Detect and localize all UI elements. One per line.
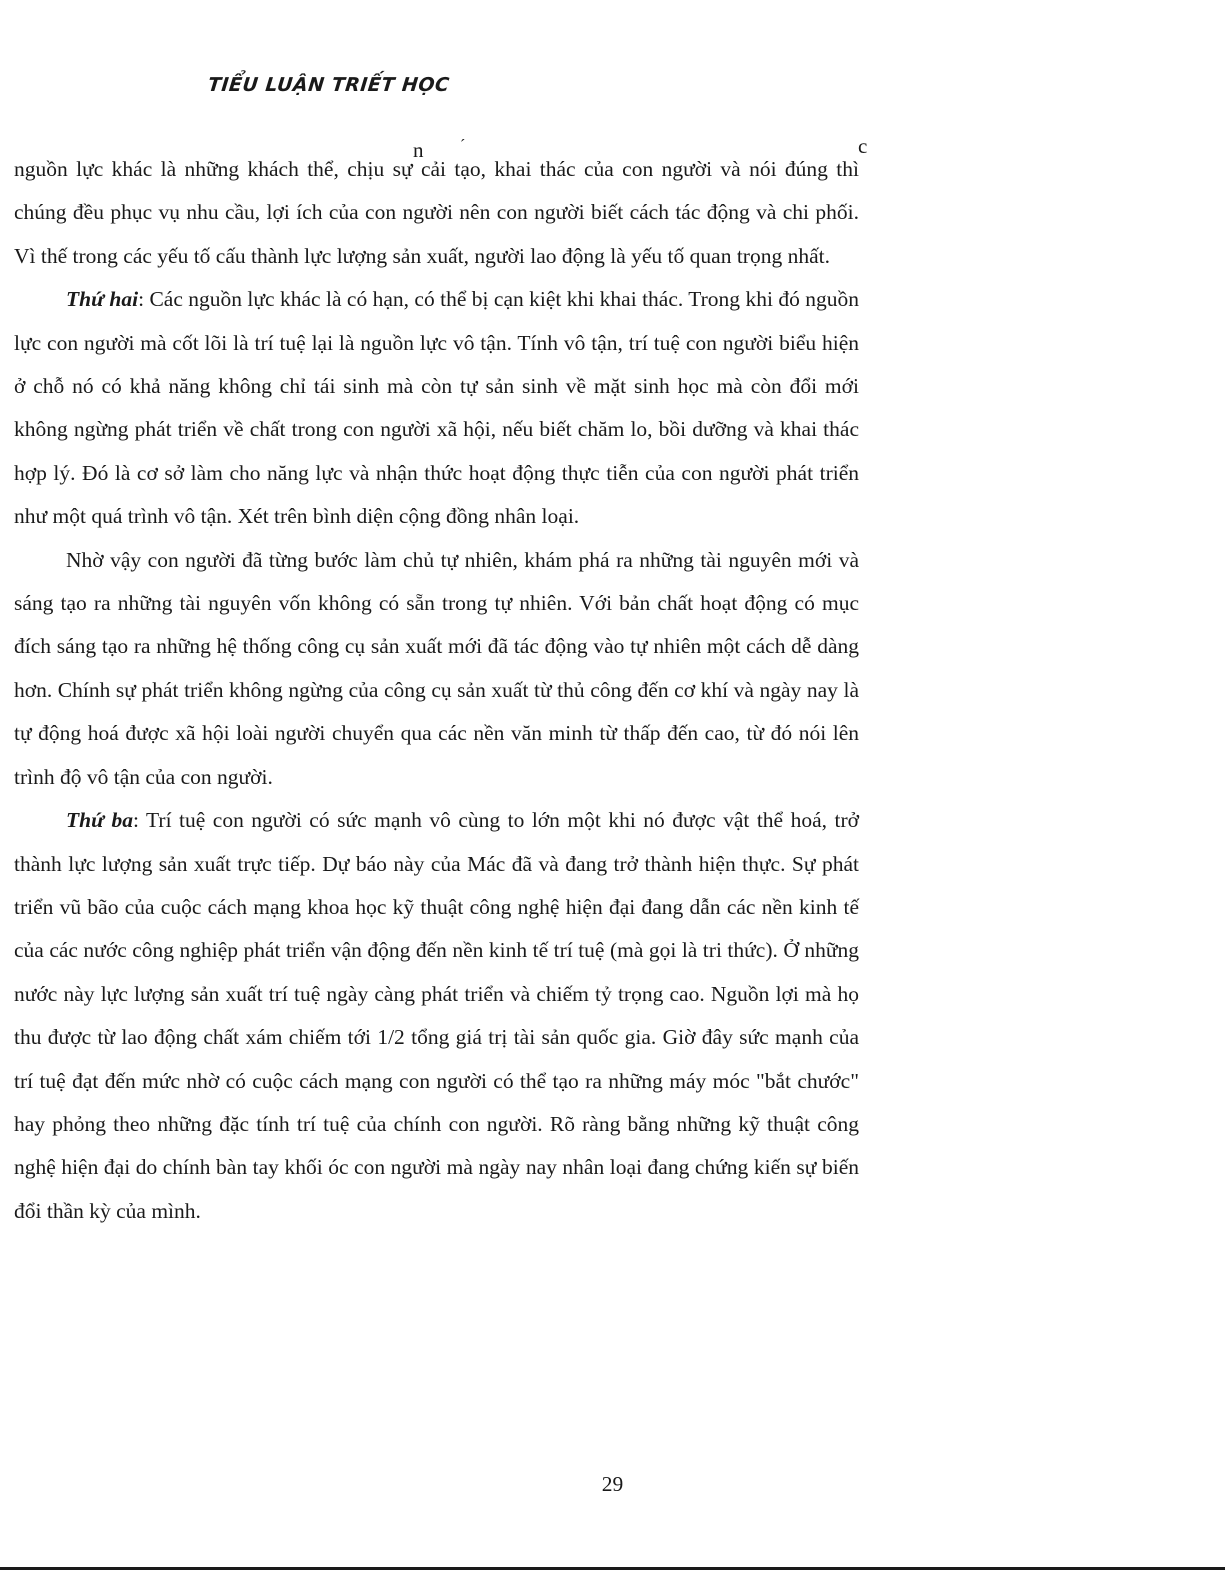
paragraph-4-lead: Thứ ba [66,808,133,833]
paragraph-3-text: Nhờ vậy con người đã từng bước làm chủ tự nhiên, khám phá ra những tài nguyên mới và sáng tạo ra những tài nguyên vốn không có sẵn trong tự nhiên. Với bản chất hoạt động có mục đích sáng tạo ra những hệ thống công cụ sản xuất mới đã tác động vào tự nhiên một cách dễ dàng hơn. Chính sự phát triển không ngừng của công cụ sản xuất từ thủ công đến cơ khí và ngày nay là tự động hoá được xã hội loài người chuyển qua các nền văn minh từ thấp đến cao, từ đó nói lên trình độ vô tận của con người. [14,547,859,789]
paragraph-1 [14,148,859,278]
paragraph-2 [14,278,859,538]
paragraph-2-text: : Các nguồn lực khác là có hạn, có thể bị cạn kiệt khi khai thác. Trong khi đó nguồn lực con người mà cốt lõi là trí tuệ lại là nguồn lực vô tận. Tính vô tận, trí tuệ con người biểu hiện ở chỗ nó có khả năng không chỉ tái sinh mà còn tự sản sinh về mặt sinh học mà còn đổi mới không ngừng phát triển về chất trong con người xã hội, nếu biết chăm lo, bồi dưỡng và khai thác hợp lý. Đó là cơ sở làm cho năng lực và nhận thức hoạt động thực tiễn của con người phát triển như một quá trình vô tận. Xét trên bình diện cộng đồng nhân loại. [14,287,859,529]
stray-accent-mark: ´ [460,137,466,154]
stray-letter-n: n [413,138,424,162]
paragraph-1-text: nguồn lực khác là những khách thể, chịu sự cải tạo, khai thác của con người và nói đúng thì chúng đều phục vụ nhu cầu, lợi ích của con người nên con người biết cách tác động và chi phối. Vì thế trong các yếu tố cấu thành lực lượng sản xuất, người lao động là yếu tố quan trọng nhất. [14,157,859,268]
stray-letter-c: c [858,134,868,158]
paragraph-2-lead: Thứ hai [66,287,139,312]
page-number: 29 [601,1472,624,1496]
paragraph-4 [14,799,859,1233]
document-body [14,148,859,1233]
paragraph-3 [14,539,859,799]
bottom-divider [0,1567,1225,1570]
paragraph-4-text: : Trí tuệ con người có sức mạnh vô cùng to lớn một khi nó được vật thể hoá, trở thành lực lượng sản xuất trực tiếp. Dự báo này của Mác đã và đang trở thành hiện thực. Sự phát triển vũ bão của cuộc cách mạng khoa học kỹ thuật công nghệ hiện đại đang dẫn các nền kinh tế của các nước công nghiệp phát triển vận động đến nền kinh tế trí tuệ (mà gọi là tri thức). Ở những nước này lực lượng sản xuất trí tuệ ngày càng phát triển và chiếm tỷ trọng cao. Nguồn lợi mà họ thu được từ lao động chất xám chiếm tới 1/2 tổng giá trị tài sản quốc gia. Giờ đây sức mạnh của trí tuệ đạt đến mức nhờ có cuộc cách mạng con người có thể tạo ra những máy móc "bắt chước" hay phỏng theo những đặc tính trí tuệ của chính con người. Rõ ràng bằng những kỹ thuật công nghệ hiện đại do chính bàn tay khối óc con người mà ngày nay nhân loại đang chứng kiến sự biến đổi thần kỳ của mình. [14,808,859,1223]
page-header-title: TIỂU LUẬN TRIẾT HỌC [206,74,451,96]
